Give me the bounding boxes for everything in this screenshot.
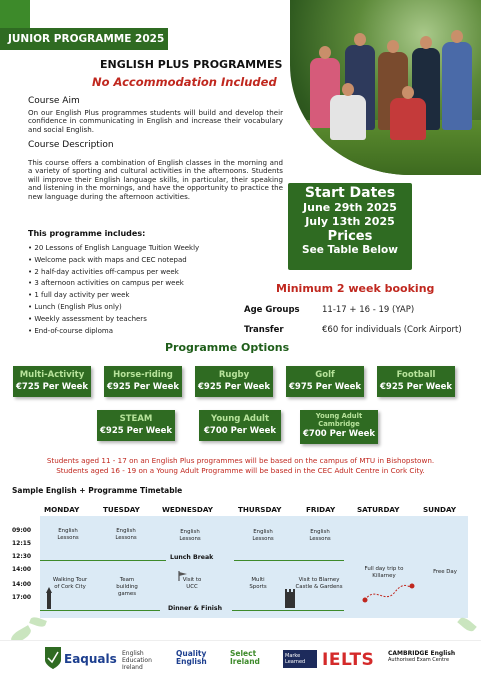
page-subtitle: No Accommodation Included	[92, 75, 277, 89]
option-price: €925 Per Week	[99, 426, 173, 436]
day-header: SATURDAY	[357, 505, 400, 514]
start-date: July 13th 2025	[305, 215, 395, 228]
age-groups-value: 11-17 + 16 - 19 (YAP)	[322, 305, 415, 315]
afternoon-cell: Walking Tour of Cork City	[52, 577, 88, 590]
option-name: Multi-Activity	[19, 370, 85, 380]
start-dates-heading: Start Dates	[304, 185, 396, 201]
lunch-divider	[234, 560, 344, 561]
option-name: Young Adult	[210, 414, 270, 424]
time-label: 12:30	[12, 553, 32, 560]
afternoon-cell: Multi Sports	[249, 577, 267, 590]
time-label: 14:00	[12, 566, 32, 573]
list-item: • Lunch (English Plus only)	[28, 303, 199, 315]
programme-options-heading: Programme Options	[165, 341, 290, 354]
time-label: 12:15	[12, 540, 32, 547]
time-label: 17:00	[12, 594, 32, 601]
afternoon-cell: Visit to Blarney Castle & Gardens	[295, 577, 343, 590]
saturday-cell: Full day trip to Killarney	[364, 566, 404, 579]
course-aim-heading: Course Aim	[28, 96, 80, 106]
programme-banner: JUNIOR PROGRAMME 2025	[0, 28, 168, 50]
dinner-label: Dinner & Finish	[168, 605, 222, 612]
option-price: €925 Per Week	[379, 382, 453, 392]
castle-icon	[283, 588, 297, 608]
option-card-young-adult-cambridge	[300, 410, 378, 444]
timetable-heading: Sample English + Programme Timetable	[12, 486, 183, 495]
option-name: Young Adult Cambridge	[315, 412, 363, 428]
start-date: June 29th 2025	[303, 201, 397, 214]
time-label: 09:00	[12, 527, 32, 534]
select-ireland-logo: Select Ireland	[230, 649, 260, 666]
notice-english-plus: Students aged 11 - 17 on an English Plus programmes will be based on the campus of MTU in Bishopstown.	[46, 456, 435, 465]
ielts-logo: IELTS	[322, 650, 375, 670]
course-description-text: This course offers a combination of English classes in the morning and a variety of sporting and cultural activities in the afternoons. Students will improve their English language skills, in particular, their speaking and listening in the mornings, and have the opportunity to practice the new language during the afternoon activities.	[28, 158, 283, 201]
prices-text: See Table Below	[302, 244, 398, 256]
route-map-icon	[360, 580, 415, 605]
option-name: Golf	[315, 370, 335, 380]
morning-cell: English Lessons	[252, 529, 274, 542]
morning-cell: English Lessons	[309, 529, 331, 542]
lunch-divider	[40, 560, 166, 561]
day-header: FRIDAY	[306, 505, 336, 514]
option-card-multi-activity	[13, 366, 91, 397]
cambridge-logo-name: CAMBRIDGE English	[388, 650, 456, 657]
transfer-label: Transfer	[244, 325, 284, 335]
start-dates-box	[288, 183, 412, 270]
shield-logo-icon	[44, 646, 62, 670]
day-header: THURSDAY	[238, 505, 282, 514]
flag-icon	[177, 571, 189, 581]
dinner-divider	[232, 610, 344, 611]
option-card-rugby	[195, 366, 273, 397]
morning-cell: English Lessons	[115, 528, 137, 541]
day-header: SUNDAY	[423, 505, 457, 514]
option-price: €725 Per Week	[15, 382, 89, 392]
prices-heading: Prices	[327, 229, 373, 244]
day-header: TUESDAY	[103, 505, 140, 514]
church-tower-icon	[44, 587, 54, 609]
transfer-value: €60 for individuals (Cork Airport)	[322, 325, 462, 335]
dinner-divider	[40, 610, 160, 611]
list-item: • Weekly assessment by teachers	[28, 315, 199, 327]
option-name: STEAM	[119, 414, 153, 424]
day-header: WEDNESDAY	[162, 505, 213, 514]
notice-young-adult: Students aged 16 - 19 on a Young Adult Programme will be based in the CEC Adult Centre in Cork City.	[56, 466, 425, 475]
cambridge-logo-tagline: Authorised Exam Centre	[388, 657, 450, 663]
list-item: • 20 Lessons of English Language Tuition Weekly	[28, 244, 199, 256]
morning-cell: English Lessons	[57, 528, 79, 541]
list-item: • 1 full day activity per week	[28, 291, 199, 303]
students-photo	[290, 0, 481, 175]
quality-english-logo: Quality English	[176, 649, 207, 666]
option-card-golf	[286, 366, 364, 397]
minimum-booking: Minimum 2 week booking	[276, 282, 435, 295]
partner-logo: Marke Learned	[283, 650, 317, 668]
option-price: €925 Per Week	[106, 382, 180, 392]
lunch-label: Lunch Break	[170, 554, 214, 561]
sunday-cell: Free Day	[433, 569, 457, 575]
list-item: • End-of-course diploma	[28, 327, 199, 339]
list-item: • 2 half-day activities off-campus per week	[28, 268, 199, 280]
option-card-young-adult	[199, 410, 281, 441]
option-price: €925 Per Week	[197, 382, 271, 392]
course-aim-text: On our English Plus programmes students will build and develop their confidence in communicating in English and increase their vocabulary and social English.	[28, 108, 283, 134]
afternoon-cell: Visit to UCC	[182, 577, 202, 590]
option-name: Football	[396, 370, 436, 380]
list-item: • 3 afternoon activities on campus per week	[28, 279, 199, 291]
option-name: Horse-riding	[113, 370, 173, 380]
english-education-ireland-logo: English Education Ireland	[122, 650, 152, 671]
course-description-heading: Course Description	[28, 140, 114, 150]
afternoon-cell: Team building games	[116, 577, 138, 597]
option-card-horse-riding	[104, 366, 182, 397]
day-header: MONDAY	[44, 505, 80, 514]
option-price: €700 Per Week	[203, 426, 277, 436]
list-item: • Welcome pack with maps and CEC notepad	[28, 256, 199, 268]
includes-heading: This programme includes:	[28, 229, 146, 238]
option-name: Rugby	[218, 370, 250, 380]
option-price: €975 Per Week	[288, 382, 362, 392]
option-card-steam	[97, 410, 175, 441]
eaquals-logo: Eaquals	[64, 652, 117, 666]
page-title: ENGLISH PLUS PROGRAMMES	[100, 58, 283, 71]
cambridge-logo	[388, 650, 455, 664]
option-price: €700 Per Week	[302, 429, 376, 439]
includes-list	[28, 244, 199, 338]
morning-cell: English Lessons	[179, 529, 201, 542]
option-card-football	[377, 366, 455, 397]
time-label: 14:00	[12, 581, 32, 588]
leaf-decoration	[457, 615, 477, 633]
age-groups-label: Age Groups	[244, 305, 300, 315]
